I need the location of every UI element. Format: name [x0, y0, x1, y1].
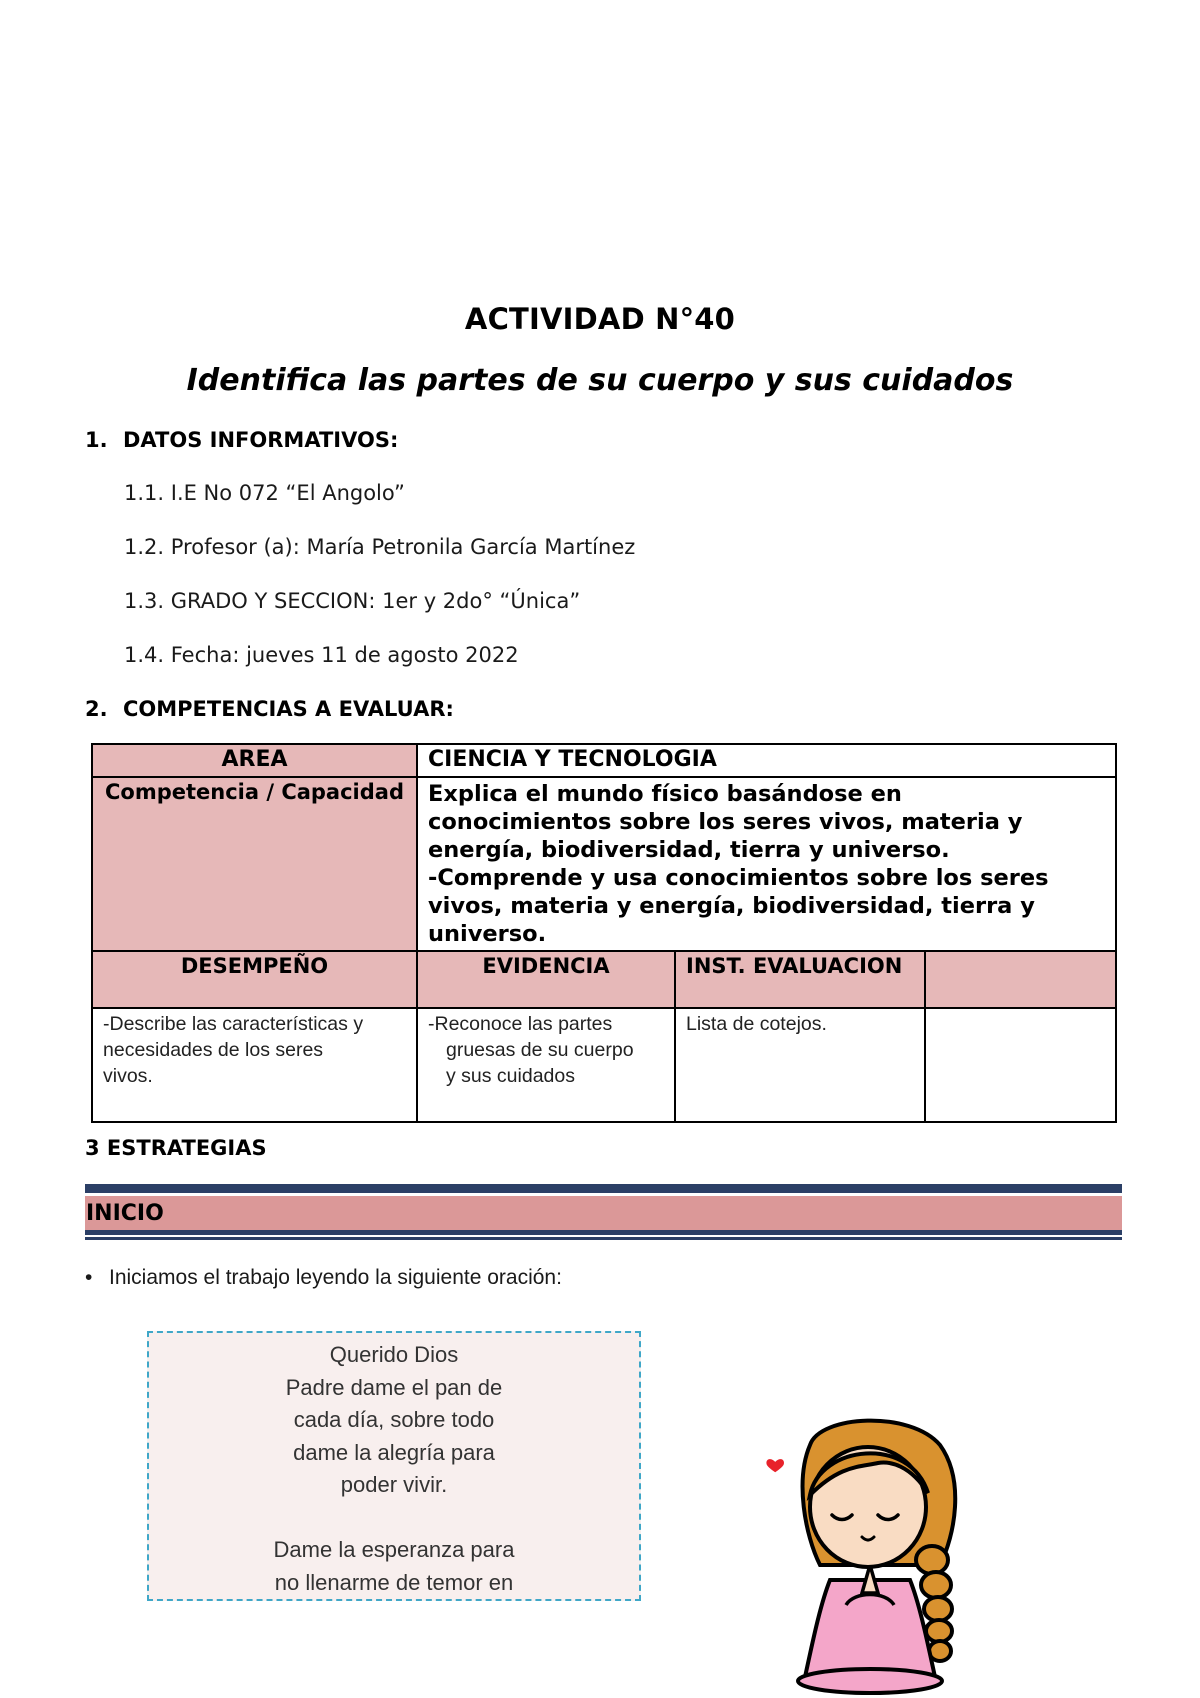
section-title: COMPETENCIAS A EVALUAR: — [123, 697, 454, 721]
area-label-cell: AREA — [92, 744, 417, 777]
area-value-cell: CIENCIA Y TECNOLOGIA — [417, 744, 1116, 777]
competencia-line: Explica el mundo físico basándose en — [428, 781, 902, 807]
praying-girl-illustration — [750, 1405, 1000, 1698]
bullet-text: Iniciamos el trabajo leyendo la siguiente oración: — [109, 1266, 562, 1289]
divider-bar-bottom — [85, 1230, 1122, 1235]
bullet-item — [85, 1266, 562, 1290]
info-item-fecha: 1.4. Fecha: jueves 11 de agosto 2022 — [124, 643, 519, 667]
prayer-line: poder vivir. — [340, 1472, 448, 1497]
competencia-line: -Comprende y usa conocimientos sobre los seres — [428, 865, 1049, 891]
header-evidencia: EVIDENCIA — [417, 951, 675, 1008]
competencia-line: conocimientos sobre los seres vivos, materia y — [428, 809, 1023, 835]
competencia-line: universo. — [428, 921, 547, 947]
competency-table — [91, 743, 1117, 1123]
inicio-band — [85, 1196, 1122, 1230]
competencia-label: Competencia / Capacidad — [104, 780, 404, 804]
page-subtitle: Identifica las partes de su cuerpo y sus cuidados — [186, 363, 1014, 398]
info-item-grado: 1.3. GRADO Y SECCION: 1er y 2do° “Única” — [124, 589, 581, 613]
prayer-line: dame la alegría para — [293, 1439, 495, 1465]
prayer-box — [147, 1331, 641, 1601]
evidencia-line: -Reconoce las partes — [428, 1013, 613, 1035]
desempeno-line: necesidades de los seres — [103, 1039, 324, 1061]
header-empty — [925, 951, 1116, 1008]
prayer-line: Dame la esperanza para — [273, 1537, 515, 1562]
heart-icon — [766, 1459, 784, 1472]
page-title: ACTIVIDAD N°40 — [464, 302, 736, 336]
evidencia-cell — [417, 1008, 675, 1122]
info-item-ie: 1.1. I.E No 072 “El Angolo” — [124, 481, 405, 505]
instrumento-cell: Lista de cotejos. — [675, 1008, 925, 1122]
prayer-line: Padre dame el pan de — [285, 1374, 503, 1400]
section-title: DATOS INFORMATIVOS: — [123, 428, 399, 452]
section-number: 1. — [85, 428, 108, 452]
info-item-profesor: 1.2. Profesor (a): María Petronila García Martínez — [124, 535, 636, 559]
competencia-label-cell — [92, 777, 417, 951]
competencia-value-cell — [417, 777, 1116, 951]
divider-bar-top — [85, 1184, 1122, 1193]
header-instrumento: INST. EVALUACION — [675, 951, 925, 1008]
prayer-line: Querido Dios — [329, 1342, 459, 1367]
evidencia-line: gruesas de su cuerpo — [446, 1039, 634, 1061]
section-number: 2. — [85, 697, 108, 721]
bullet-dot-icon: • — [85, 1266, 93, 1289]
section-datos-heading — [85, 428, 398, 452]
section-competencias-heading — [85, 697, 454, 721]
divider-bar-bottom-thin — [85, 1237, 1122, 1240]
prayer-line: no llenarme de temor en — [274, 1569, 514, 1595]
desempeno-cell — [92, 1008, 417, 1122]
desempeno-line: -Describe las características y — [103, 1013, 364, 1035]
competencia-line: energía, biodiversidad, tierra y universo. — [428, 837, 950, 863]
prayer-line: cada día, sobre todo — [293, 1407, 495, 1432]
competencia-line: vivos, materia y energía, biodiversidad, tierra y — [428, 893, 1035, 919]
evidencia-line: y sus cuidados — [446, 1065, 575, 1087]
section-estrategias-heading: 3 ESTRATEGIAS — [85, 1136, 267, 1160]
desempeno-line: vivos. — [103, 1065, 153, 1087]
inicio-heading: INICIO — [86, 1201, 164, 1226]
prayer-line — [149, 1502, 639, 1535]
header-desempeno: DESEMPEÑO — [92, 951, 417, 1008]
empty-cell — [925, 1008, 1116, 1122]
